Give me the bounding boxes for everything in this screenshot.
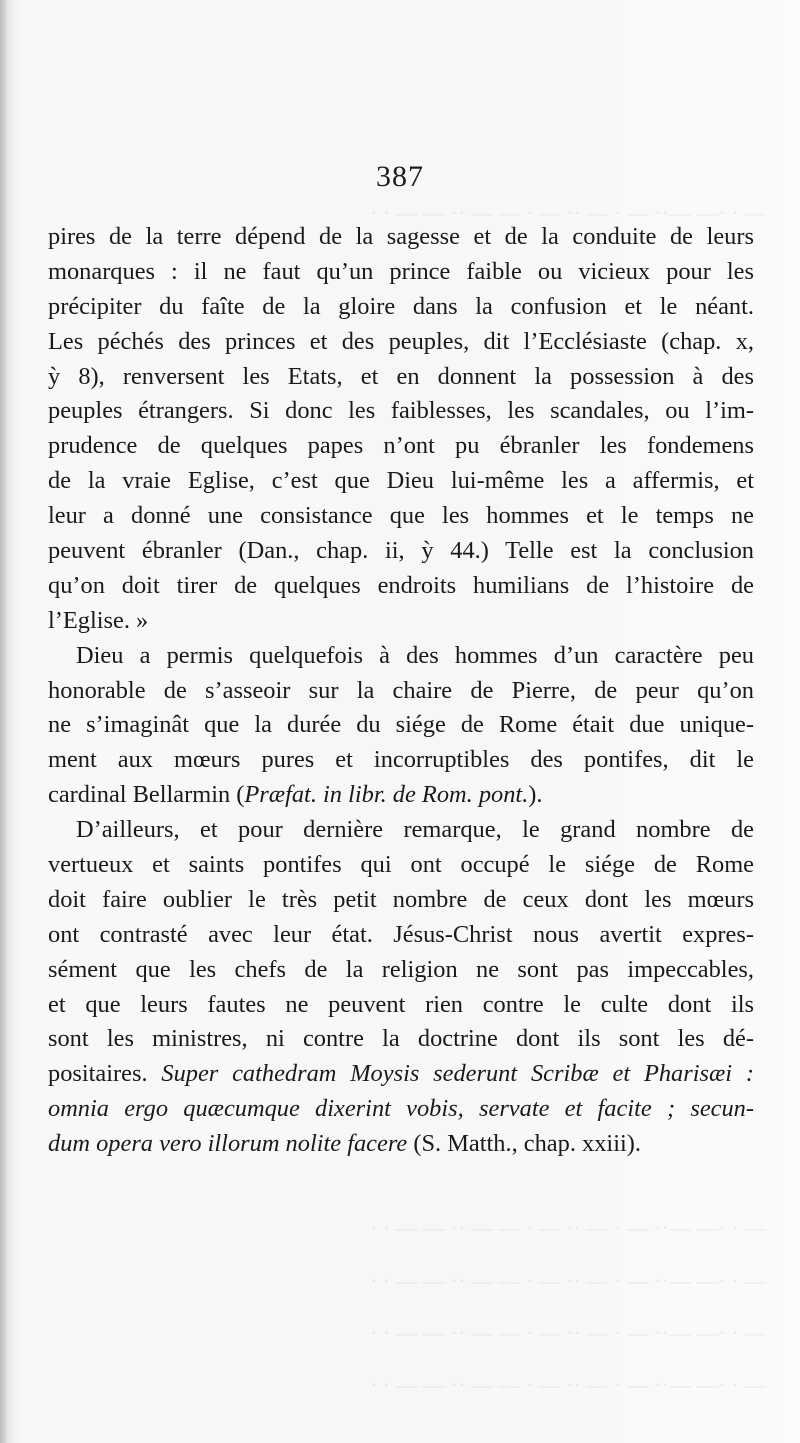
text-line: doit faire oublier le très petit nombre de ceux dont les mœurs (48, 885, 754, 913)
text-line: prudence de quelques papes n’ont pu ébranler les fondemens (48, 432, 754, 460)
text-line: leur a donné une consistance que les hommes et le temps ne (48, 502, 754, 530)
latin-quote-line: omnia ergo quæcumque dixerint vobis, servate et facite ; secun- (48, 1095, 754, 1123)
show-through-texture: — · ·— —·· — · — ·· — · — — ·· — — · · (370, 1215, 766, 1240)
latin-quote: Super cathedram Moysis sederunt Scribæ et Pharisæi : (161, 1060, 754, 1088)
text-line: pires de la terre dépend de la sagesse et de la conduite de leurs (48, 223, 754, 250)
quote-lead: positaires. (48, 1060, 162, 1088)
text-line: qu’on doit tirer de quelques endroits humilians de l’histoire de (48, 571, 754, 599)
show-through-texture: — · ·— —·· — · — ·· — · — — ·· — — · · (370, 1372, 766, 1397)
citation-lead: cardinal Bellarmin ( (48, 781, 245, 809)
page-number: 387 (376, 160, 424, 193)
text-line: et que leurs fautes ne peuvent rien contre le culte dont ils (48, 990, 754, 1018)
text-line: peuvent ébranler (Dan., chap. ii, ỳ 44.) Telle est la conclusion (48, 537, 754, 565)
show-through-texture: — · ·— —·· — · — ·· — · — — ·· — — · · (370, 1320, 766, 1345)
latin-quote: dum opera vero illorum nolite facere (48, 1130, 408, 1158)
scripture-reference: (S. Matth., chap. xxiii). (407, 1130, 641, 1158)
citation-tail: ). (528, 781, 543, 809)
text-line: Dieu a permis quelquefois à des hommes d’un caractère peu (76, 641, 754, 669)
show-through-texture: — · ·— —·· — · — ·· — · — — ·· — — · · (370, 1268, 766, 1293)
text-line: honorable de s’asseoir sur la chaire de Pierre, de peur qu’on (48, 676, 754, 704)
text-line: de la vraie Eglise, c’est que Dieu lui-même les a affermis, et (48, 467, 754, 495)
text-line-with-reference (48, 1127, 754, 1162)
text-line: D’ailleurs, et pour dernière remarque, le grand nombre de (76, 816, 754, 844)
text-line: peuples étrangers. Si donc les faiblesses, les scandales, ou l’im- (48, 397, 754, 425)
text-line: ont contrasté avec leur état. Jésus-Christ nous avertit expres- (48, 920, 754, 948)
text-line: ment aux mœurs pures et incorruptibles des pontifes, dit le (48, 746, 754, 774)
text-line: Les péchés des princes et des peuples, dit l’Ecclésiaste (chap. x, (48, 327, 754, 355)
show-through-texture: — · ·— —·· — · — ·· — · — — ·· — — · · (370, 200, 766, 225)
text-line: ỳ 8), renversent les Etats, et en donnent la possession à des (48, 362, 754, 390)
text-line: vertueux et saints pontifes qui ont occupé le siége de Rome (48, 851, 754, 879)
text-line: monarques : il ne faut qu’un prince faible ou vicieux pour les (48, 257, 754, 285)
text-line: ne s’imaginât que la durée du siége de Rome était due unique- (48, 711, 754, 739)
text-line: l’Eglise. » (48, 606, 149, 634)
text-line-with-citation (48, 778, 754, 813)
citation-title: Præfat. in libr. de Rom. pont. (244, 781, 529, 809)
body-text (48, 220, 754, 1162)
text-line: précipiter du faîte de la gloire dans la confusion et le néant. (48, 292, 754, 320)
text-line: sont les ministres, ni contre la doctrine dont ils sont les dé- (48, 1025, 754, 1053)
text-line: sément que les chefs de la religion ne sont pas impeccables, (48, 955, 754, 983)
text-line-with-quote (48, 1057, 754, 1092)
